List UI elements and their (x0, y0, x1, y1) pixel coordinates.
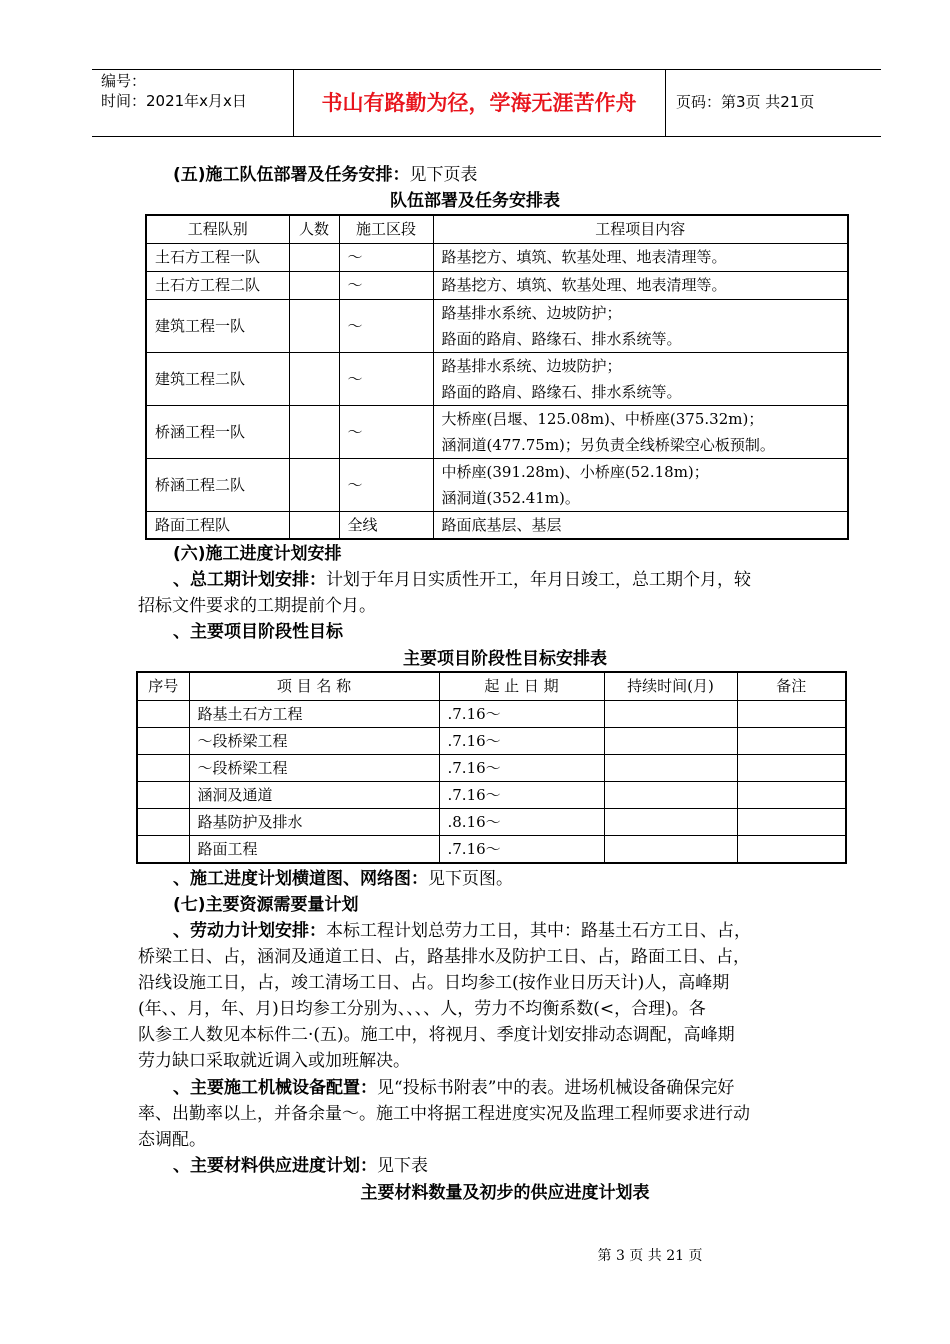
table-row (146, 405, 848, 458)
duration-cell (604, 835, 737, 863)
table2-header-cell: 持续时间(月) (604, 672, 737, 700)
section-cell: ～ (339, 352, 433, 405)
note-cell (737, 781, 846, 808)
name-cell: ～段桥梁工程 (189, 754, 439, 781)
table2-header-row (137, 672, 846, 700)
content-line: 涵洞道(352.41m)。 (441, 488, 580, 507)
table-row (137, 835, 846, 863)
table-row (137, 781, 846, 808)
table1-header-cell: 工程项目内容 (433, 215, 848, 243)
content-cell: 路面底基层、基层 (433, 511, 848, 539)
table-row (146, 511, 848, 539)
material-tail: 见下表 (377, 1156, 428, 1176)
equip-line: 率、出勤率以上，并备余量～。施工中将据工程进度实况及监理工程师要求进行动 (138, 1104, 750, 1124)
labor-line: 劳力缺口采取就近调入或加班解决。 (138, 1051, 410, 1071)
table2-header-cell: 序号 (137, 672, 189, 700)
content-line: 路面的路肩、路缘石、排水系统等。 (441, 382, 682, 401)
table2-header-cell: 项 目 名 称 (189, 672, 439, 700)
labor-line: 队参工人数见本标件二·(五)。施工中，将视月、季度计划安排动态调配，高峰期 (138, 1025, 735, 1045)
schedule-chart-tail: 见下页图。 (428, 869, 513, 889)
equip-text: 见“投标书附表”中的表。进场机械设备确保完好 (377, 1078, 735, 1098)
table-row (146, 352, 848, 405)
labor-line: 桥梁工日、占，涵洞及通道工日、占，路基排水及防护工日、占，路面工日、占， (138, 947, 750, 967)
count-cell (289, 405, 339, 458)
content-cell (433, 458, 848, 511)
header-motto: 书山有路勤为径，学海无涯苦作舟 (321, 91, 637, 115)
table-row (137, 808, 846, 835)
count-cell (289, 511, 339, 539)
schedule-chart-line (173, 866, 513, 892)
section-cell: ～ (339, 299, 433, 352)
table-row (137, 727, 846, 754)
content-line: 路基排水系统、边坡防护； (441, 303, 622, 322)
table1-header-cell: 工程队别 (146, 215, 289, 243)
milestone-table (136, 671, 847, 864)
table2-header-cell: 起 止 日 期 (439, 672, 604, 700)
content-cell: 路基挖方、填筑、软基处理、地表清理等。 (433, 243, 848, 271)
no-cell (137, 727, 189, 754)
table1-header-row (146, 215, 848, 243)
table-row (146, 299, 848, 352)
duration-cell (604, 727, 737, 754)
name-cell: 路基防护及排水 (189, 808, 439, 835)
header-bottom-rule (92, 136, 881, 137)
content-line: 涵洞道(477.75m)；另负责全线桥梁空心板预制。 (441, 435, 775, 454)
section-cell: ～ (339, 271, 433, 299)
equip-line-1 (173, 1075, 734, 1101)
material-line (173, 1153, 428, 1179)
count-cell (289, 299, 339, 352)
content-line: 路基排水系统、边坡防护； (441, 356, 622, 375)
duration-cell (604, 754, 737, 781)
schedule-chart-label: 、施工进度计划横道图、网络图： (173, 869, 428, 889)
section-5-tail: 见下页表 (409, 165, 478, 185)
section-cell: ～ (339, 405, 433, 458)
count-cell (289, 458, 339, 511)
name-cell: 涵洞及通道 (189, 781, 439, 808)
name-cell: 路面工程 (189, 835, 439, 863)
note-cell (737, 700, 846, 727)
section-6-p2: 、主要项目阶段性目标 (173, 622, 343, 642)
no-cell (137, 700, 189, 727)
no-cell (137, 808, 189, 835)
content-cell: 路基挖方、填筑、软基处理、地表清理等。 (433, 271, 848, 299)
footer-page-number: 第 3 页 共 21 页 (597, 1248, 703, 1264)
date-cell: .7.16～ (439, 700, 604, 727)
equip-line: 态调配。 (138, 1130, 206, 1150)
section-5-title: (五)施工队伍部署及任务安排： (173, 165, 410, 185)
labor-line: (年、、月，年、月)日均参工分别为、、、、人，劳力不均衡系数(<，合理)。各 (138, 999, 706, 1019)
section-6-p1-line1 (173, 567, 751, 593)
labor-label: 、劳动力计划安排： (173, 921, 326, 941)
section-6-p1-label: 、总工期计划安排： (173, 570, 326, 590)
section-6-p1-line2: 招标文件要求的工期提前个月。 (138, 596, 376, 616)
section-cell: ～ (339, 243, 433, 271)
date-cell: .7.16～ (439, 835, 604, 863)
table2-header-cell: 备注 (737, 672, 846, 700)
labor-text: 本标工程计划总劳力工日，其中：路基土石方工日、占， (326, 921, 751, 941)
duration-cell (604, 700, 737, 727)
section-7-title: (七)主要资源需要量计划 (173, 895, 359, 915)
table-row (137, 754, 846, 781)
count-cell (289, 352, 339, 405)
note-cell (737, 808, 846, 835)
team-cell: 土石方工程一队 (146, 243, 289, 271)
name-cell: 路基土石方工程 (189, 700, 439, 727)
content-line: 大桥座(吕堰、125.08m)、中桥座(375.32m)； (441, 409, 764, 428)
team-cell: 建筑工程一队 (146, 299, 289, 352)
duration-cell (604, 808, 737, 835)
date-cell: .7.16～ (439, 727, 604, 754)
table2-caption: 主要项目阶段性目标安排表 (403, 649, 607, 669)
team-deployment-table (145, 214, 849, 540)
material-label: 、主要材料供应进度计划： (173, 1156, 377, 1176)
team-cell: 土石方工程二队 (146, 271, 289, 299)
name-cell: ～段桥梁工程 (189, 727, 439, 754)
date-cell: .8.16～ (439, 808, 604, 835)
section-6-title: (六)施工进度计划安排 (173, 544, 342, 564)
labor-line: 沿线设施工日，占，竣工清场工日、占。日均参工(按作业日历天计)人，高峰期 (138, 973, 730, 993)
content-cell (433, 299, 848, 352)
note-cell (737, 835, 846, 863)
section-cell: 全线 (339, 511, 433, 539)
content-line: 中桥座(391.28m)、小桥座(52.18m)； (441, 462, 709, 481)
table1-header-cell: 人数 (289, 215, 339, 243)
table-row (146, 271, 848, 299)
count-cell (289, 271, 339, 299)
header-date: 时间：2021年x月x日 (101, 92, 247, 110)
content-cell (433, 352, 848, 405)
date-cell: .7.16～ (439, 781, 604, 808)
material-table-caption: 主要材料数量及初步的供应进度计划表 (360, 1183, 650, 1203)
date-cell: .7.16～ (439, 754, 604, 781)
note-cell (737, 727, 846, 754)
table1-header-cell: 施工区段 (339, 215, 433, 243)
table-row (137, 700, 846, 727)
team-cell: 桥涵工程一队 (146, 405, 289, 458)
no-cell (137, 835, 189, 863)
table-row (146, 243, 848, 271)
equip-label: 、主要施工机械设备配置： (173, 1078, 377, 1098)
no-cell (137, 781, 189, 808)
team-cell: 建筑工程二队 (146, 352, 289, 405)
count-cell (289, 243, 339, 271)
content-cell (433, 405, 848, 458)
labor-line-1 (173, 918, 751, 944)
table1-caption: 队伍部署及任务安排表 (390, 191, 560, 211)
team-cell: 路面工程队 (146, 511, 289, 539)
content-line: 路面的路肩、路缘石、排水系统等。 (441, 329, 682, 348)
section-6-p1-text: 计划于年月日实质性开工，年月日竣工，总工期个月，较 (326, 570, 751, 590)
header-top-rule (92, 69, 881, 70)
section-5-heading (173, 162, 478, 188)
note-cell (737, 754, 846, 781)
duration-cell (604, 781, 737, 808)
header-page-label: 页码：第3页 共21页 (676, 93, 815, 111)
table-row (146, 458, 848, 511)
no-cell (137, 754, 189, 781)
section-cell: ～ (339, 458, 433, 511)
header-number: 编号： (101, 72, 147, 90)
header-divider-2 (665, 69, 666, 136)
team-cell: 桥涵工程二队 (146, 458, 289, 511)
